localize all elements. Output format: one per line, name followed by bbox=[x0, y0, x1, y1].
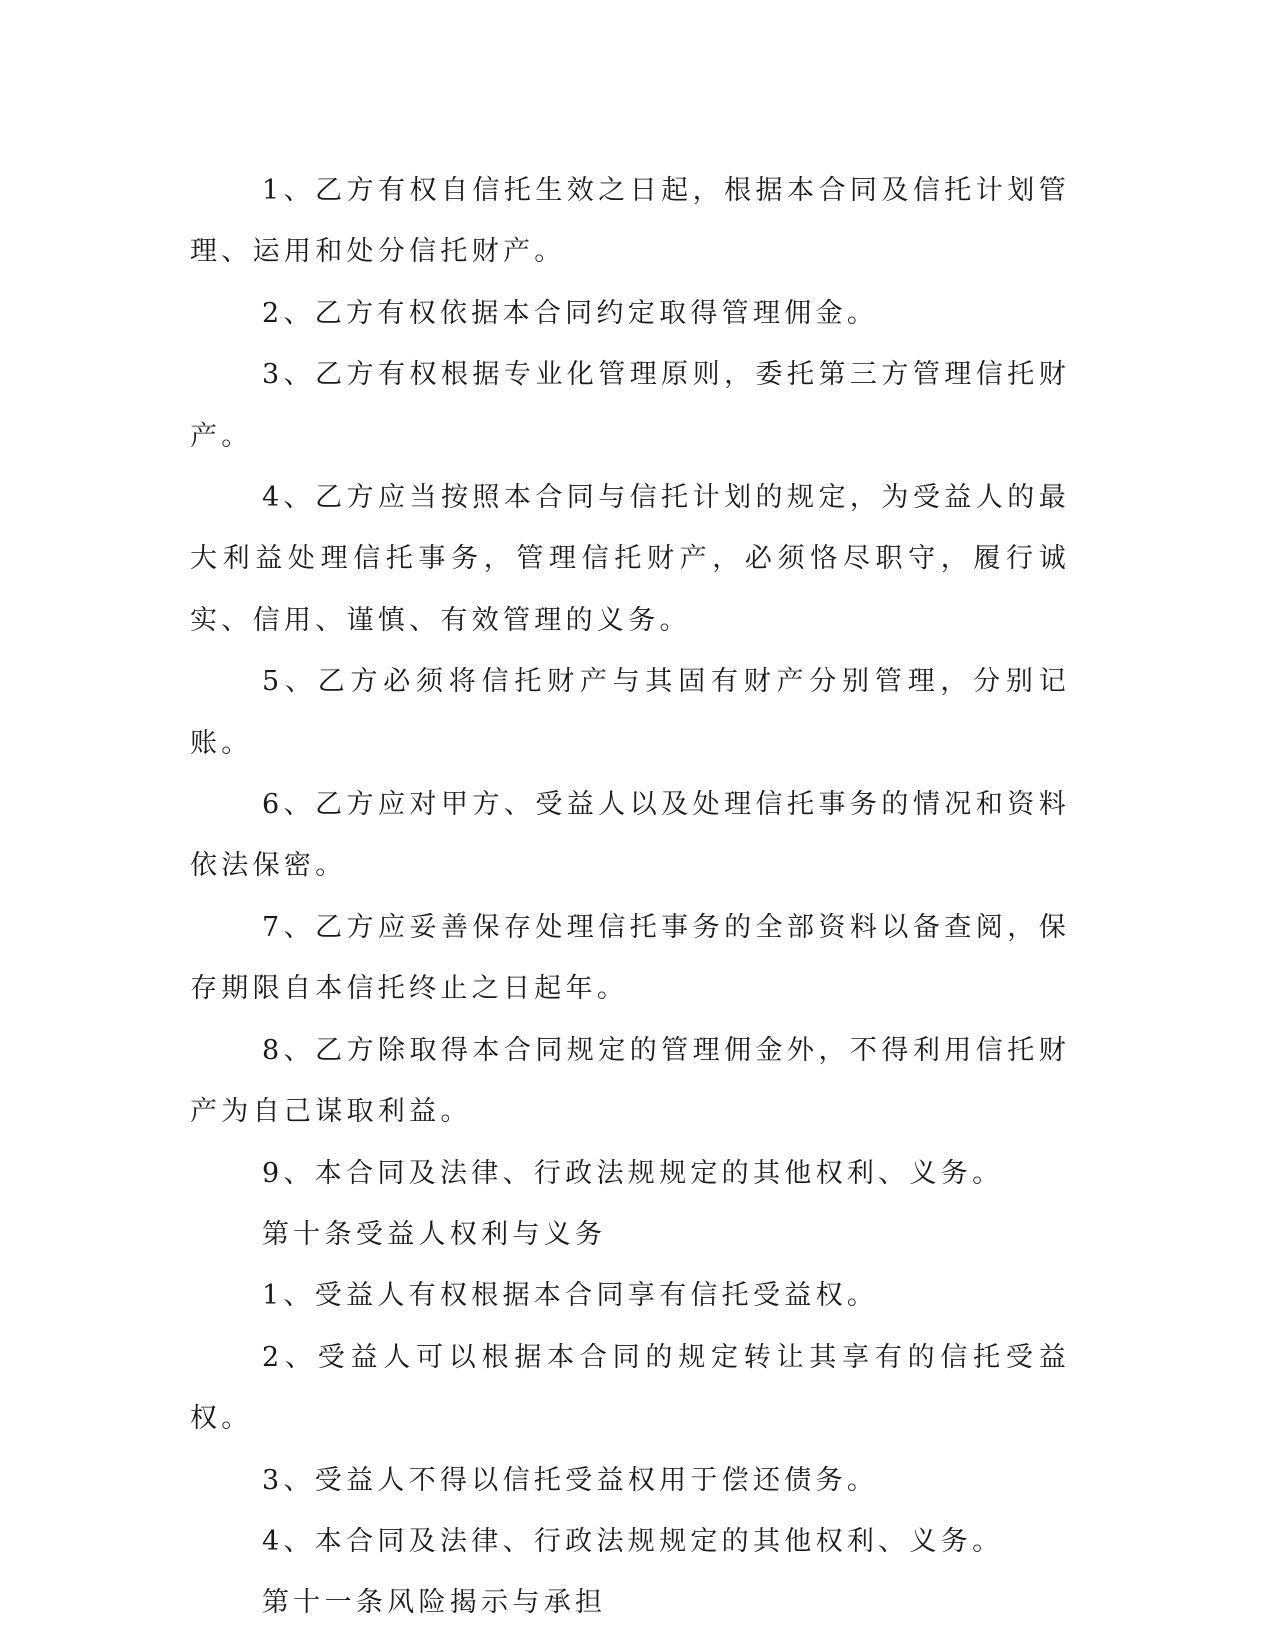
section-heading-article-11: 第十一条风险揭示与承担 bbox=[262, 1587, 607, 1619]
paragraph-beneficiary-4: 4、本合同及法律、行政法规规定的其他权利、义务。 bbox=[262, 1525, 1004, 1557]
paragraph-beneficiary-3: 3、受益人不得以信托受益权用于偿还债务。 bbox=[262, 1464, 879, 1496]
paragraph-trustee-right-2: 2、乙方有权依据本合同约定取得管理佣金。 bbox=[262, 297, 879, 329]
paragraph-trustee-duty-8: 8、乙方除取得本合同规定的管理佣金外，不得利用信托财产为自己谋取利益。 bbox=[190, 1034, 1070, 1128]
paragraph-trustee-duty-9: 9、本合同及法律、行政法规规定的其他权利、义务。 bbox=[262, 1157, 1004, 1189]
paragraph-trustee-right-3: 3、乙方有权根据专业化管理原则，委托第三方管理信托财产。 bbox=[190, 359, 1070, 452]
paragraph-trustee-right-1: 1、乙方有权自信托生效之日起，根据本合同及信托计划管理、运用和处分信托财产。 bbox=[190, 175, 1070, 268]
paragraph-trustee-duty-5: 5、乙方必须将信托财产与其固有财产分别管理，分别记账。 bbox=[190, 666, 1070, 759]
paragraph-trustee-duty-7: 7、乙方应妥善保存处理信托事务的全部资料以备查阅，保存期限自本信托终止之日起年。 bbox=[190, 911, 1070, 1005]
section-heading-article-10: 第十条受益人权利与义务 bbox=[262, 1218, 607, 1250]
paragraph-beneficiary-2: 2、受益人可以根据本合同的规定转让其享有的信托受益权。 bbox=[190, 1341, 1070, 1435]
paragraph-beneficiary-1: 1、受益人有权根据本合同享有信托受益权。 bbox=[262, 1280, 879, 1312]
paragraph-trustee-duty-4: 4、乙方应当按照本合同与信托计划的规定，为受益人的最大利益处理信托事务，管理信托财产，必须恪尽职守，履行诚实、信用、谨慎、有效管理的义务。 bbox=[190, 482, 1070, 636]
paragraph-trustee-duty-6: 6、乙方应对甲方、受益人以及处理信托事务的情况和资料依法保密。 bbox=[190, 789, 1070, 882]
document-body bbox=[190, 160, 1070, 1634]
